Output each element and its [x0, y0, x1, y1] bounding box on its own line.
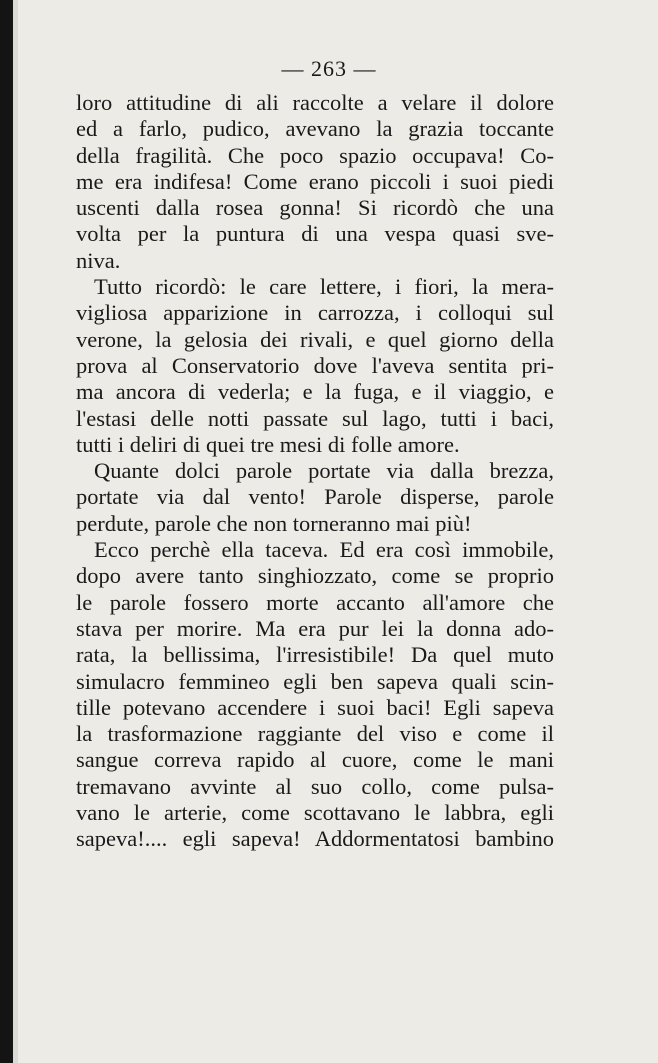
text-line: me era indifesa! Come erano piccoli i suoi piedi: [76, 168, 554, 194]
paragraph: [76, 458, 554, 537]
page-gutter: [13, 0, 18, 1063]
text-line: Tutto ricordò: le care lettere, i fiori, la mera-: [94, 274, 554, 300]
text-line: tremavano avvinte al suo collo, come pulsa-: [76, 773, 554, 799]
text-line: dopo avere tanto singhiozzato, come se proprio: [76, 563, 554, 589]
text-line: vigliosa apparizione in carrozza, i colloqui sul: [76, 300, 554, 326]
text-line: Quante dolci parole portate via dalla brezza,: [94, 458, 554, 484]
text-line: prova al Conservatorio dove l'aveva sentita pri-: [76, 352, 554, 378]
paragraph: [76, 537, 554, 853]
text-line: verone, la gelosia dei rivali, e quel giorno della: [76, 326, 554, 352]
paragraph: [76, 90, 554, 274]
text-line: niva.: [76, 247, 121, 273]
text-line: vano le arterie, come scottavano le labbra, egli: [76, 800, 554, 826]
text-line: l'estasi delle notti passate sul lago, tutti i baci,: [76, 405, 554, 431]
text-line: le parole fossero morte accanto all'amore che: [76, 589, 554, 615]
text-line: Ecco perchè ella taceva. Ed era così immobile,: [94, 537, 554, 563]
text-line: rata, la bellissima, l'irresistibile! Da quel muto: [76, 642, 554, 668]
text-line: la trasformazione raggiante del viso e come il: [76, 721, 554, 747]
text-line: della fragilità. Che poco spazio occupava! Co-: [76, 142, 554, 168]
text-line: tutti i deliri di quei tre mesi di folle amore.: [76, 431, 460, 457]
page-number: — 263 —: [281, 56, 377, 81]
text-line: uscenti dalla rosea gonna! Si ricordò che una: [76, 195, 554, 221]
page-binding-edge: [0, 0, 13, 1063]
body-text: [76, 90, 554, 853]
text-line: ma ancora di vederla; e la fuga, e il viaggio, e: [76, 379, 554, 405]
text-line: ed a farlo, pudico, avevano la grazia toccante: [76, 116, 554, 142]
text-line: portate via dal vento! Parole disperse, parole: [76, 484, 554, 510]
text-line: stava per morire. Ma era pur lei la donna ado-: [76, 615, 554, 641]
paragraph: [76, 274, 554, 458]
text-line: tille potevano accendere i suoi baci! Egli sapeva: [76, 694, 554, 720]
text-line: volta per la puntura di una vespa quasi sve-: [76, 221, 554, 247]
text-line: loro attitudine di ali raccolte a velare il dolore: [76, 90, 554, 115]
text-line: sapeva!.... egli sapeva! Addormentatosi bambino: [76, 826, 554, 852]
text-line: sangue correva rapido al cuore, come le mani: [76, 747, 554, 773]
text-line: simulacro femmineo egli ben sapeva quali scin-: [76, 668, 554, 694]
text-line: perdute, parole che non torneranno mai più!: [76, 510, 472, 536]
